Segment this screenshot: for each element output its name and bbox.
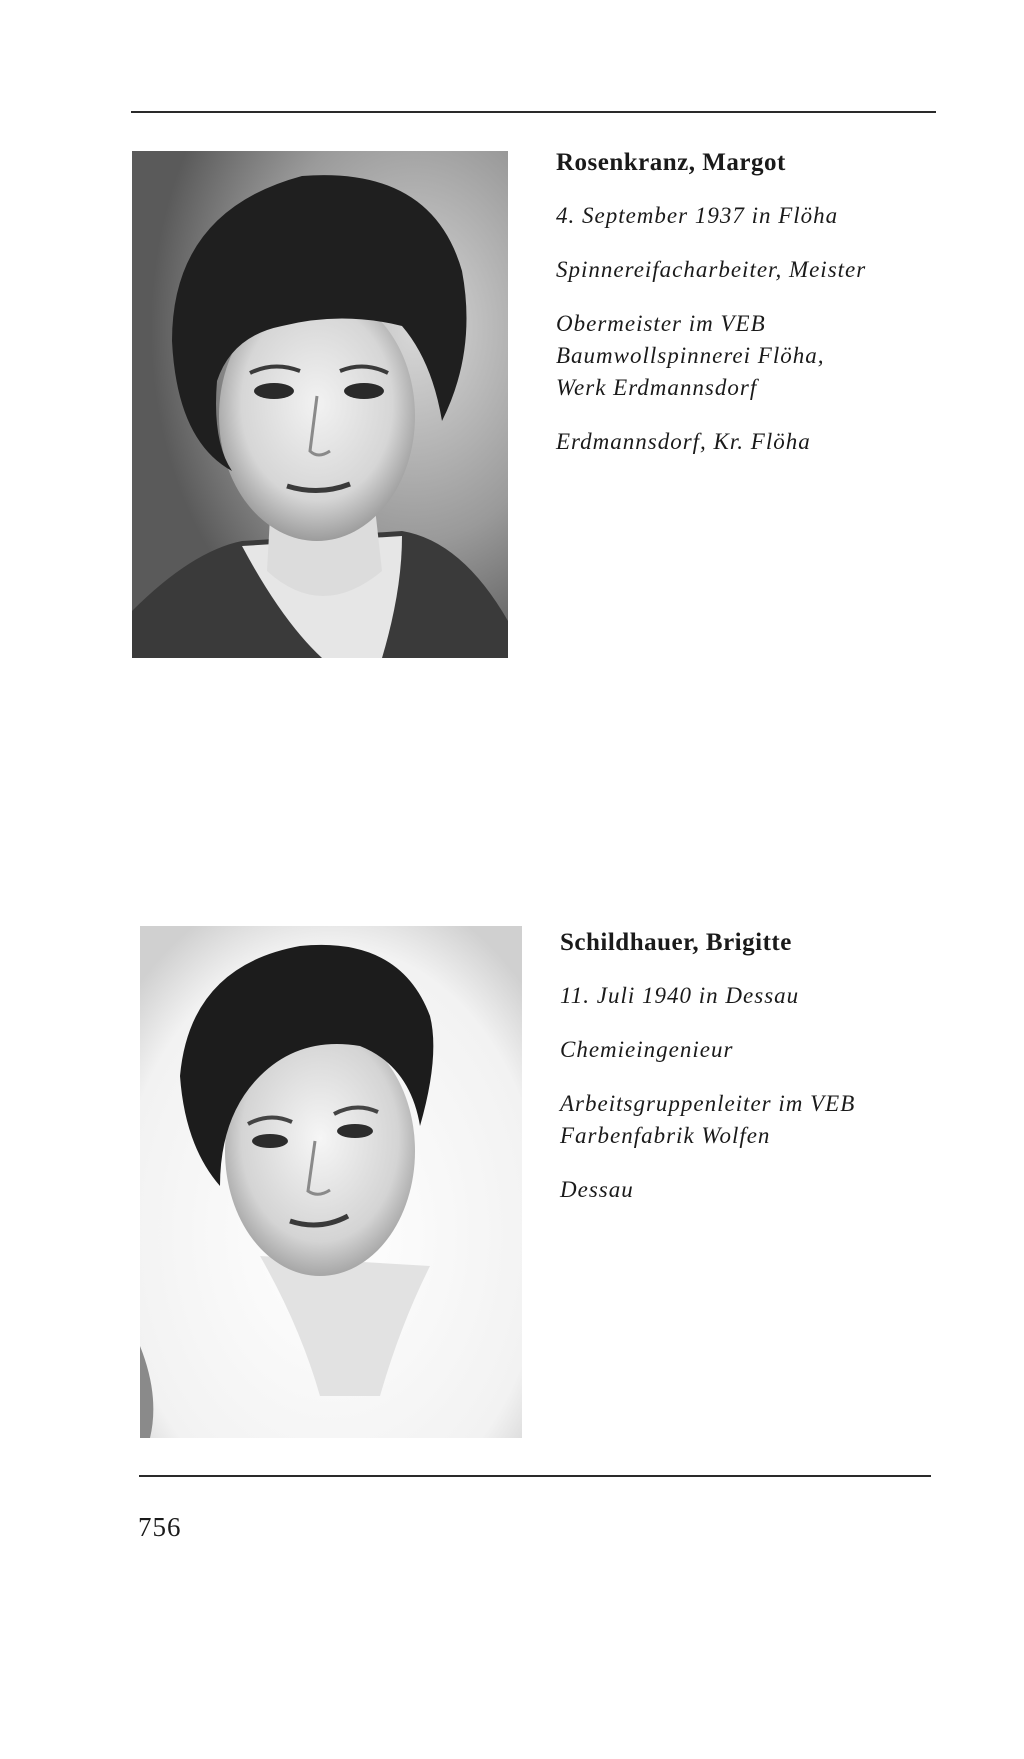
profession: Chemieingenieur (560, 1037, 734, 1062)
position: Obermeister im VEB Baumwollspinnerei Flöha, Werk Erdmannsdorf (556, 311, 825, 400)
top-rule (131, 111, 936, 113)
birth-info: 11. Juli 1940 in Dessau (560, 983, 800, 1008)
residence: Erdmannsdorf, Kr. Flöha (556, 429, 811, 454)
residence: Dessau (560, 1177, 634, 1202)
portrait-photo-schildhauer (140, 926, 522, 1438)
portrait-photo-rosenkranz (132, 151, 508, 658)
birth-info: 4. September 1937 in Flöha (556, 203, 839, 228)
profession: Spinnereifacharbeiter, Meister (556, 257, 867, 282)
biography-entry (556, 146, 956, 480)
page-number: 756 (138, 1512, 182, 1542)
biography-entry (560, 926, 960, 1228)
position: Arbeitsgruppenleiter im VEB Farbenfabrik Wolfen (560, 1091, 856, 1148)
person-name: Schildhauer, Brigitte (560, 929, 792, 956)
bottom-rule (139, 1475, 931, 1477)
person-name: Rosenkranz, Margot (556, 149, 786, 176)
